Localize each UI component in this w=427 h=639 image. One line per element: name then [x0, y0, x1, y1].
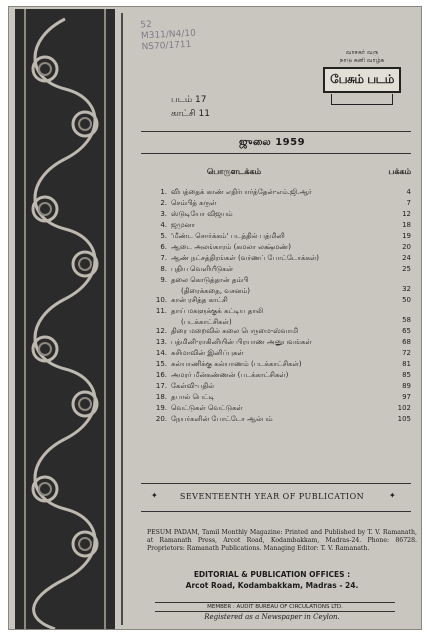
toc-title — [171, 220, 359, 231]
toc-title — [171, 337, 359, 348]
star-ornament-right: ✦ — [389, 491, 396, 500]
toc-title-text: சுசிமாவின் இனிப்புகள் — [171, 349, 244, 357]
toc-number: 7. — [160, 254, 167, 262]
toc-row — [127, 381, 417, 392]
toc-row — [127, 253, 417, 264]
page-heading: பக்கம் — [388, 167, 411, 176]
toc-number: 9. — [160, 276, 167, 284]
toc-row — [127, 306, 417, 326]
toc-title-text: தலை கொடுத்தான் தம்பி — [171, 276, 249, 284]
toc-row — [127, 295, 417, 306]
scroll-pattern — [15, 9, 115, 629]
imprint-text: PESUM PADAM, Tamil Monthly Magazine: Printed and Published by T. V. Ramanath, at Ramanath Press, Arcot Road, Kodambakkam, Madras-24. Phone: 86728. Proprietors: Ramanath Publications. Managing Editor: T. V. Ramanath. — [147, 529, 417, 552]
member-line: MEMBER : AUDIT BUREAU OF CIRCULATIONS LTD. — [155, 602, 395, 612]
decorative-border — [15, 9, 115, 629]
divider-top — [141, 131, 411, 132]
toc-page: 20 — [402, 243, 411, 251]
toc-page: 18 — [402, 221, 411, 229]
magazine-logo — [317, 49, 407, 113]
toc-title-text: தபால் பெட்டி — [171, 393, 215, 401]
toc-title — [171, 275, 359, 297]
toc-page: 102 — [397, 404, 411, 412]
toc-title-text: தாய் மகளுக்குக் கட்டிய தாலி — [171, 307, 264, 315]
toc-number: 17. — [155, 382, 167, 390]
toc-title-text: திரை மறைவில் கலை பெருமை-ஸ்வாமி — [171, 327, 299, 335]
toc-title — [171, 381, 359, 392]
toc-row — [127, 392, 417, 403]
toc-row — [127, 198, 417, 209]
toc-page: 72 — [402, 349, 411, 357]
toc-subtitle: (படக்காட்சிகள்) — [181, 318, 232, 326]
toc-number: 15. — [155, 360, 167, 368]
toc-number: 13. — [155, 338, 167, 346]
toc-title — [171, 348, 359, 359]
toc-row — [127, 231, 417, 242]
toc-heading: பொருளடக்கம் — [207, 167, 262, 176]
editorial-address: Arcot Road, Kodambakkam, Madras - 24. — [185, 581, 359, 590]
toc-page: 58 — [402, 316, 411, 324]
toc-row — [127, 337, 417, 348]
toc-number: 14. — [155, 349, 167, 357]
divider-lower — [141, 511, 411, 512]
toc-number: 3. — [160, 210, 167, 218]
toc-row — [127, 348, 417, 359]
toc-title — [171, 414, 359, 425]
logo-tagline-2: நாடு கனி வாழ்க — [339, 57, 385, 64]
logo-base — [331, 94, 393, 105]
issue-date: ஜுலை 1959 — [238, 137, 306, 148]
issue-label: காட்சி 11 — [171, 109, 210, 119]
toc-title-text: கல்யாணிக்கு கல்யாணம் (படக்காட்சிகள்) — [171, 360, 302, 368]
toc-page: 12 — [402, 210, 411, 218]
toc-title-text: ஜமுனா — [171, 221, 196, 229]
toc-page: 19 — [402, 232, 411, 240]
toc-number: 8. — [160, 265, 167, 273]
divider-date — [141, 153, 411, 154]
toc-page: 4 — [406, 188, 411, 196]
toc-number: 6. — [160, 243, 167, 251]
toc-row — [127, 264, 417, 275]
toc-row — [127, 187, 417, 198]
toc-number: 4. — [160, 221, 167, 229]
magazine-page — [8, 6, 422, 630]
toc-page: 105 — [397, 415, 411, 423]
toc-title-text: 'மீண்ட சொர்க்கம்' படத்தில் பத்மினி — [171, 232, 285, 240]
toc-number: 20. — [155, 415, 167, 423]
toc-row — [127, 403, 417, 414]
toc-number: 19. — [155, 404, 167, 412]
toc-number: 1. — [160, 188, 167, 196]
toc-title — [171, 392, 359, 403]
toc-row — [127, 414, 417, 425]
editorial-offices — [127, 569, 417, 591]
toc-row — [127, 275, 417, 295]
toc-number: 2. — [160, 199, 167, 207]
toc-title — [171, 242, 359, 253]
toc-title — [171, 403, 359, 414]
toc-row — [127, 370, 417, 381]
toc-page: 81 — [402, 360, 411, 368]
toc-subtitle: (திரைக்கதை, வசனம்) — [181, 287, 251, 295]
star-ornament-left: ✦ — [151, 491, 158, 500]
logo-tagline: வாசகர் வரு — [345, 49, 379, 56]
volume-label: படம் 17 — [171, 95, 207, 105]
toc-title — [171, 306, 359, 328]
toc-title-text: பத்மினி-ராகினியின் பிரயாண அனுபவங்கள் — [171, 338, 312, 346]
toc-page: 24 — [402, 254, 411, 262]
handwriting-line: M311/N4/10 — [140, 28, 197, 42]
toc-title-text: செம்பித் கருள் — [171, 199, 217, 207]
toc-title — [171, 231, 359, 242]
contents-panel — [127, 7, 417, 629]
editorial-title: EDITORIAL & PUBLICATION OFFICES : — [193, 570, 351, 579]
toc-row — [127, 209, 417, 220]
toc-title-text: ஆண் நட்சத்திரங்கள் (வர்ணப் போட்டோக்கள்) — [171, 254, 320, 262]
toc-title-text: நேயர்களின் போட்டோ ஆல்பம் — [171, 415, 273, 423]
toc-title — [171, 359, 359, 370]
toc-number: 5. — [160, 232, 167, 240]
toc-number: 16. — [155, 371, 167, 379]
toc-number: 18. — [155, 393, 167, 401]
toc-title — [171, 370, 359, 381]
toc-page: 50 — [402, 296, 411, 304]
toc-row — [127, 326, 417, 337]
toc-title-text: விபத்தைக் காண் எதிர்பார்த்தேன்-எம்.ஜி.ஆர் — [171, 188, 312, 196]
toc-title — [171, 295, 359, 306]
toc-row — [127, 220, 417, 231]
handwriting-line: 52 — [140, 19, 153, 31]
toc-row — [127, 242, 417, 253]
toc-row — [127, 359, 417, 370]
toc-title — [171, 209, 359, 220]
registered-note: Registered as a Newspaper in Ceylon. — [204, 613, 340, 621]
toc-title — [171, 326, 359, 337]
handwriting-line: NS70/1711 — [141, 39, 192, 53]
divider-bottom — [141, 483, 411, 484]
toc-page: 97 — [402, 393, 411, 401]
toc-title-text: கேள்வி-பதில் — [171, 382, 215, 390]
toc-title — [171, 253, 359, 264]
toc-number: 12. — [155, 327, 167, 335]
toc-page: 89 — [402, 382, 411, 390]
toc-page: 68 — [402, 338, 411, 346]
toc-title — [171, 264, 359, 275]
toc-title-text: ஆடை அலங்காரம் (கமலா லக்ஷ்மண்) — [171, 243, 291, 251]
toc-title — [171, 198, 359, 209]
toc-page: 7 — [406, 199, 411, 207]
toc-title-text: வெட்டுகள் வெட்டுகள் — [171, 404, 243, 412]
handwritten-note — [140, 18, 197, 54]
toc-page: 65 — [402, 327, 411, 335]
toc-title-text: அமரர் மீன்கண்ணன் (படக்காட்சிகள்) — [171, 371, 289, 379]
publication-year: SEVENTEENTH YEAR OF PUBLICATION — [179, 492, 365, 501]
toc-number: 10. — [155, 296, 167, 304]
logo-name: பேசும் படம் — [323, 67, 401, 93]
toc-title — [171, 187, 359, 198]
toc-title-text: ஸ்டுடியோ விஜயம் — [171, 210, 233, 218]
issue-meta — [171, 93, 210, 121]
vertical-rule — [121, 13, 123, 625]
toc-page: 32 — [402, 285, 411, 293]
toc-page: 25 — [402, 265, 411, 273]
toc-page: 85 — [402, 371, 411, 379]
toc-title-text: கான் ரசித்த காட்சி — [171, 296, 228, 304]
table-of-contents — [127, 187, 417, 425]
toc-title-text: புதிய வெளியீடுகள் — [171, 265, 234, 273]
toc-number: 11. — [155, 307, 167, 315]
